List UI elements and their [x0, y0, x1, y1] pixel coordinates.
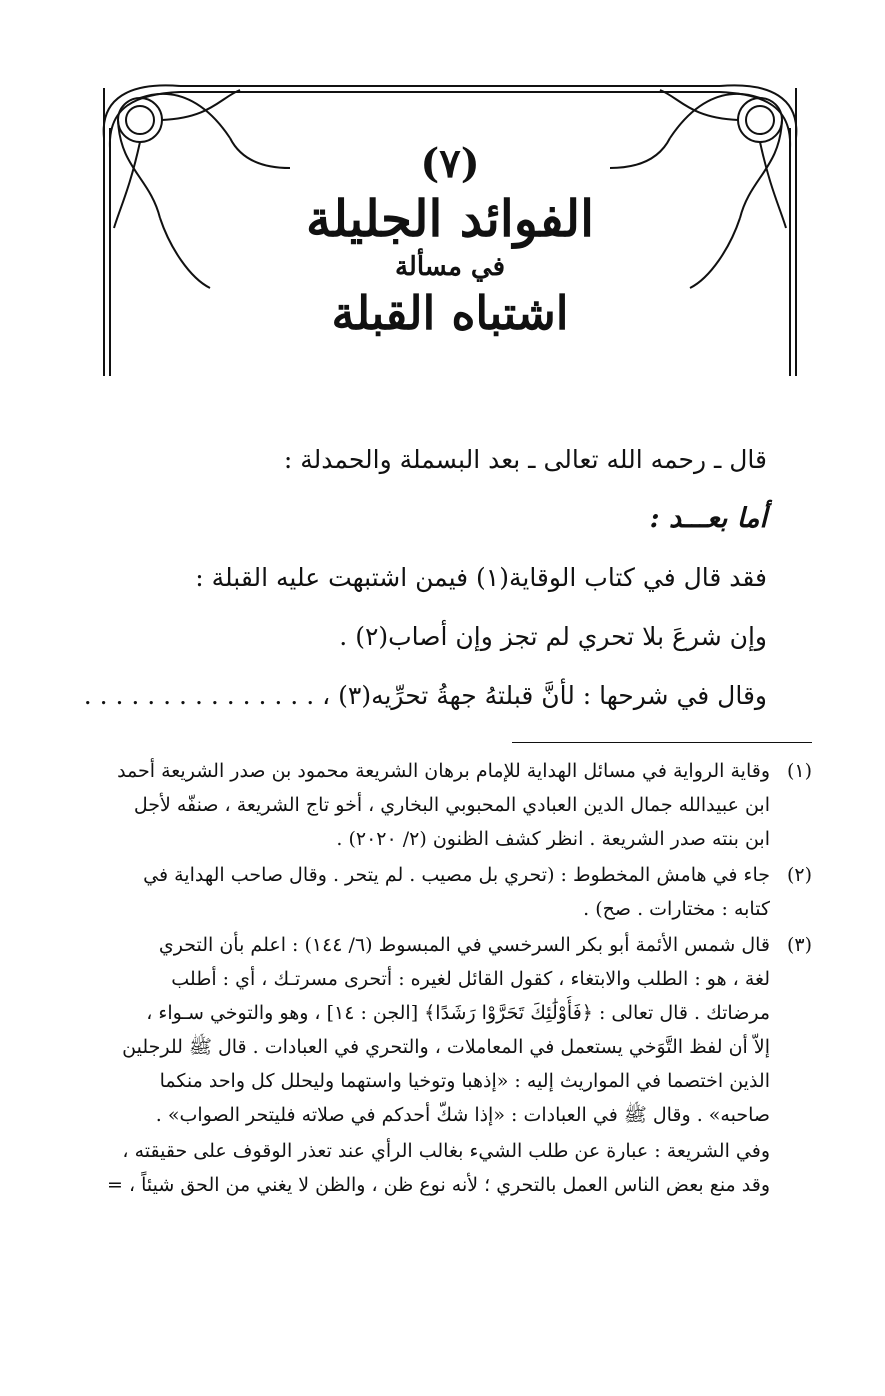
main-line: فقد قال في كتاب الوقاية(١) فيمن اشتبهت عليه القبلة :	[195, 563, 767, 592]
footnote-line: وفي الشريعة : عبارة عن طلب الشيء بغالب الرأي عند تعذر الوقوف على حقيقته ،	[122, 1140, 770, 1162]
book-title-second-line: اشتباه القبلة	[331, 286, 569, 340]
main-line: وإن شرعَ بلا تحري لم تجز وإن أصاب(٢) .	[339, 622, 767, 651]
main-text	[83, 430, 767, 725]
footnote-line: كتابه : مختارات . صح) .	[583, 898, 770, 920]
main-line: قال ـ رحمه الله تعالى ـ بعد البسملة والحمدلة :	[283, 445, 767, 474]
footnote-line: قال شمس الأئمة أبو بكر السرخسي في المبسوط (٦/ ١٤٤) : اعلم بأن التحري	[158, 934, 770, 956]
footnote-2	[97, 858, 812, 926]
footnote-number: (٢)	[786, 864, 812, 886]
footnote-number: (١)	[786, 760, 812, 782]
footnote-line: صاحبه» . وقال ﷺ في العبادات : «إذا شكّ أحدكم في صلاته فليتحر الصواب» .	[155, 1104, 770, 1126]
footnote-1	[97, 754, 812, 856]
footnote-line: وقد منع بعض الناس العمل بالتحري ؛ لأنه نوع ظن ، والظن لا يغني من الحق شيئاً ، =	[106, 1174, 770, 1196]
title-block	[150, 140, 750, 342]
footnote-3	[97, 928, 812, 1132]
footnote-line: ابن بنته صدر الشريعة . انظر كشف الظنون (٢/ ٢٠٢٠) .	[336, 828, 770, 850]
book-title: الفوائد الجليلة	[305, 189, 595, 248]
footnote-line: إلاّ أن لفظ التَّوَخي يستعمل في المعاملات ، والتحري في العبادات . قال ﷺ للرجلين	[122, 1036, 770, 1058]
footnote-number: (٣)	[786, 934, 812, 956]
footnote-continuation	[97, 1134, 812, 1202]
footnote-text	[97, 754, 770, 856]
footnote-line: ابن عبيدالله جمال الدين العبادي المحبوبي البخاري ، أخو تاج الشريعة ، صنفّه لأجل	[133, 794, 770, 816]
footnote-line: لغة ، هو : الطلب والابتغاء ، كقول القائل لغيره : أتحرى مسرتـك ، أي : أطلب	[171, 968, 770, 990]
main-line: وقال في شرحها : لأنَّ قبلتهُ جهةُ تحرِّيه(٣) ، . . . . . . . . . . . . . . .	[83, 681, 767, 710]
footnote-line: الذين اختصما في المواريث إليه : «إذهبا وتوخيا واستهما وليحلل كل واحد منكما	[159, 1070, 770, 1092]
footnote-text	[97, 858, 770, 926]
footnote-line: مرضاتك . قال تعالى : ﴿فَأُوْلَٰئِكَ تَحَرَّوْا رَشَدًا﴾ [الجن : ١٤] ، وهو والتوخي سـواء ،	[146, 1002, 770, 1024]
footnote-line: جاء في هامش المخطوط : (تحري بل مصيب . لم يتحر . وقال صاحب الهداية في	[143, 864, 770, 886]
chapter-number: (٧)	[420, 140, 480, 187]
book-subtitle-connector: في مسألة	[394, 252, 506, 282]
footnote-separator	[512, 742, 812, 743]
footnote-text	[97, 928, 770, 1132]
footnotes	[97, 754, 812, 1202]
main-line: أما بعـــد :	[649, 503, 767, 534]
footnote-line: وقاية الرواية في مسائل الهداية للإمام برهان الشريعة محمود بن صدر الشريعة أحمد	[117, 760, 770, 782]
